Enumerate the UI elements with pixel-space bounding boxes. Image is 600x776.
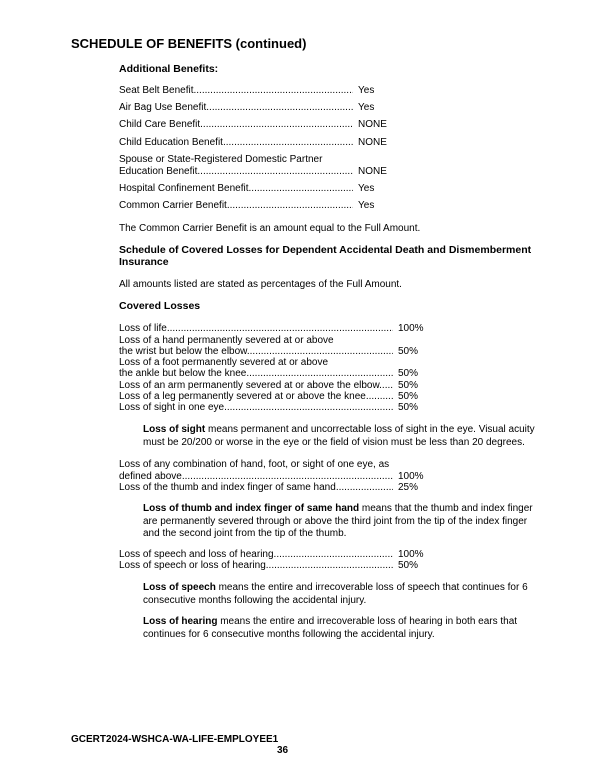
loss-value: 25% [398,482,419,493]
form-code: GCERT2024-WSHCA-WA-LIFE-EMPLOYEE1 [71,734,279,745]
covered-losses-heading: Covered Losses [119,300,201,312]
definition-text: means the entire and irrecoverable loss of speech that continues for 6 consecutive months following the accidental injury. [143,582,528,606]
loss-value: 100% [398,323,424,334]
benefit-label: Common Carrier Benefit ..... [119,199,353,212]
benefit-value: NONE [358,119,387,130]
loss-label: Loss of speech or loss of hearing ..... [119,559,393,572]
loss-label: Loss of speech and loss of hearing ..... [119,548,393,561]
definition-loss-of-thumb [143,503,543,541]
loss-value: 50% [398,391,419,402]
loss-label: defined above ..... [119,470,393,483]
schedule-intro: All amounts listed are stated as percentages of the Full Amount. [119,279,402,290]
loss-label-line1: Loss of a foot permanently severed at or above [119,357,329,368]
definition-term: Loss of hearing [143,616,218,627]
benefit-label: Air Bag Use Benefit ..... [119,101,353,114]
loss-label-line1: Loss of a hand permanently severed at or above [119,335,334,346]
definition-loss-of-hearing [143,616,543,641]
benefit-value: NONE [358,166,387,177]
benefit-label: Seat Belt Benefit ..... [119,84,353,97]
benefit-label-line1: Spouse or State-Registered Domestic Partner [119,154,323,165]
benefit-label: Hospital Confinement Benefit ..... [119,182,353,195]
benefit-value: Yes [358,102,375,113]
additional-benefits-heading: Additional Benefits: [119,63,219,75]
schedule-heading-line2: Insurance [119,256,169,268]
benefit-value: Yes [358,200,375,211]
definition-text: means that the thumb and index finger are permanently severed through or above the third joint from the tip of the index finger and the second joint from the tip of the thumb. [143,503,533,540]
loss-label: Loss of the thumb and index finger of same hand ..... [119,481,393,494]
definition-term: Loss of sight [143,424,206,435]
page-title: SCHEDULE OF BENEFITS (continued) [71,36,307,51]
loss-label: the wrist but below the elbow ..... [119,345,393,358]
loss-value: 100% [398,471,424,482]
loss-label: the ankle but below the knee ..... [119,367,393,380]
benefit-label: Child Education Benefit ..... [119,136,353,149]
benefit-value: Yes [358,85,375,96]
loss-label: Loss of a leg permanently severed at or above the knee ..... [119,390,393,403]
benefit-value: NONE [358,137,387,148]
definition-text: means the entire and irrecoverable loss of hearing in both ears that continues for 6 consecutive months following the accidental injury. [143,616,518,640]
definition-loss-of-speech [143,582,543,607]
definition-text: means permanent and uncorrectable loss of sight in the eye. Visual acuity must be 20/200 or worse in the eye or the field of vision must be less than 20 degrees. [143,424,535,448]
benefit-value: Yes [358,183,375,194]
loss-value: 50% [398,402,419,413]
loss-value: 50% [398,346,419,357]
definition-term: Loss of speech [143,582,216,593]
loss-value: 100% [398,549,424,560]
loss-value: 50% [398,560,419,571]
definition-loss-of-sight [143,424,543,449]
page-number: 36 [277,745,289,756]
loss-label-line1: Loss of any combination of hand, foot, or sight of one eye, as [119,459,390,470]
loss-label: Loss of sight in one eye ..... [119,401,393,414]
benefit-label: Education Benefit ..... [119,165,353,178]
benefit-label: Child Care Benefit ..... [119,118,353,131]
schedule-heading-line1: Schedule of Covered Losses for Dependent Accidental Death and Dismemberment [119,244,532,256]
loss-label: Loss of an arm permanently severed at or above the elbow ..... [119,379,393,392]
loss-label: Loss of life ..... [119,322,393,335]
definition-term: Loss of thumb and index finger of same hand [143,503,360,514]
loss-value: 50% [398,380,419,391]
loss-value: 50% [398,368,419,379]
common-carrier-note: The Common Carrier Benefit is an amount equal to the Full Amount. [119,223,421,234]
